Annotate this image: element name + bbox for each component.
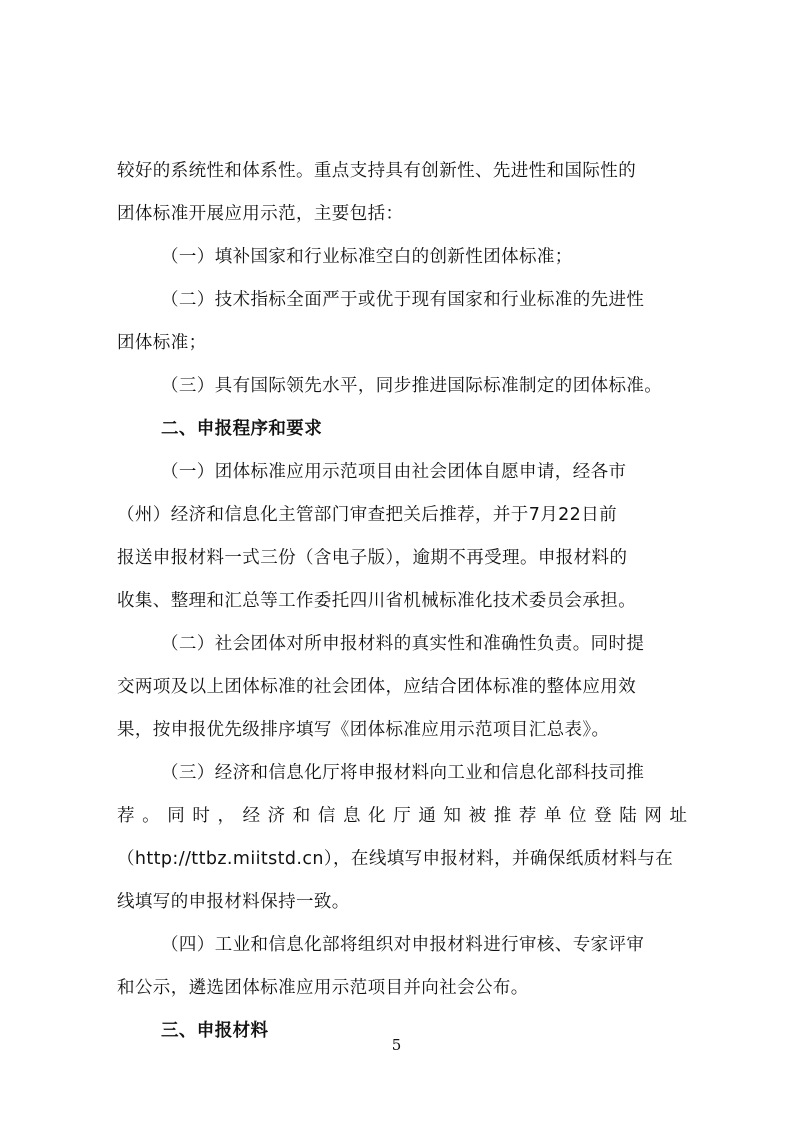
paragraph-line-2: 团体标准开展应用示范，主要包括： <box>117 204 404 224</box>
procedure-2-line-1: （二）社会团体对所申报材料的真实性和准确性负责。同时提 <box>161 634 645 654</box>
paragraph-line-1: 较好的系统性和体系性。重点支持具有创新性、先进性和国际性的 <box>117 161 637 181</box>
list-item-3: （三）具有国际领先水平，同步推进国际标准制定的团体标准。 <box>161 376 663 396</box>
procedure-1-line-1: （一）团体标准应用示范项目由社会团体自愿申请，经各市 <box>161 462 627 482</box>
procedure-2-line-3: 果，按申报优先级排序填写《团体标准应用示范项目汇总表》。 <box>117 720 610 740</box>
page-number: 5 <box>391 1036 402 1054</box>
procedure-3-line-4: 线填写的申报材料保持一致。 <box>117 892 350 912</box>
procedure-3-line-2: 荐。同时，经济和信息化厅通知被推荐单位登陆网址 <box>117 806 687 826</box>
procedure-1-line-4: 收集、整理和汇总等工作委托四川省机械标准化技术委员会承担。 <box>117 591 637 611</box>
procedure-4-line-2: 和公示，遴选团体标准应用示范项目并向社会公布。 <box>117 978 529 998</box>
list-item-1: （一）填补国家和行业标准空白的创新性团体标准； <box>161 247 573 267</box>
section-heading-2: 二、申报程序和要求 <box>161 419 323 439</box>
procedure-1-line-3: 报送申报材料一式三份（含电子版），逾期不再受理。申报材料的 <box>117 548 628 568</box>
section-heading-3: 三、申报材料 <box>161 1021 269 1041</box>
procedure-1-line-2: （州）经济和信息化主管部门审查把关后推荐，并于7月22日前 <box>117 505 617 525</box>
procedure-3-line-3: （http://ttbz.miitstd.cn），在线填写申报材料，并确保纸质材料与在 <box>117 849 674 869</box>
list-item-2-line-1: （二）技术指标全面严于或优于现有国家和行业标准的先进性 <box>161 290 645 310</box>
procedure-2-line-2: 交两项及以上团体标准的社会团体，应结合团体标准的整体应用效 <box>117 677 637 697</box>
procedure-4-line-1: （四）工业和信息化部将组织对申报材料进行审核、专家评审 <box>161 935 645 955</box>
list-item-2-line-2: 团体标准； <box>117 333 207 353</box>
procedure-3-line-1: （三）经济和信息化厅将申报材料向工业和信息化部科技司推 <box>161 763 645 783</box>
